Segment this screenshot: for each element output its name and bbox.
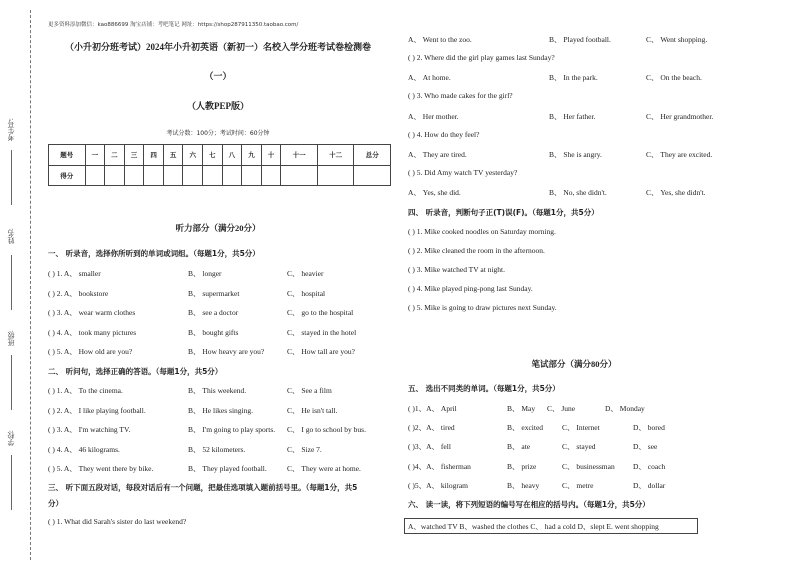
score-cell[interactable] bbox=[354, 165, 391, 186]
s1-q2-c: C、 hospital bbox=[287, 289, 326, 298]
s2-q2-b: B、 He likes singing. bbox=[188, 406, 253, 415]
score-table bbox=[48, 144, 391, 186]
score-info: 考试分数：100分；考试时间：60分钟 bbox=[166, 130, 270, 137]
exam-edition: （人教PEP版） bbox=[187, 101, 249, 111]
score-cell[interactable] bbox=[242, 165, 262, 186]
binding-line bbox=[30, 10, 31, 560]
s5-q5: ( )5、A、 kilogram bbox=[408, 481, 468, 490]
s3-q4-b: B、 She is angry. bbox=[549, 150, 602, 159]
section-6-title: 六、 读一读，将下列短语的编号写在相应的括号内。（每题1分，共5分） bbox=[408, 500, 650, 509]
s1-q5: ( ) 5. A、 How old are you? bbox=[48, 347, 133, 356]
s3-q4-a: A、 They are tired. bbox=[408, 150, 467, 159]
side-label-class: 班级: bbox=[7, 330, 15, 347]
s3-q1-c: C、 Went shopping. bbox=[646, 35, 708, 44]
s4-q2: ( ) 2. Mike cleaned the room in the afternoon. bbox=[408, 246, 545, 255]
s3-q5-b: B、 No, she didn't. bbox=[549, 188, 607, 197]
s3-q1-a: A、 Went to the zoo. bbox=[408, 35, 472, 44]
score-header-cell: 二 bbox=[105, 145, 125, 166]
s2-q5-b: B、 They played football. bbox=[188, 464, 267, 473]
s5-q2: ( )2、A、 tired bbox=[408, 423, 455, 432]
s1-q4-b: B、 bought gifts bbox=[188, 328, 239, 337]
score-cell[interactable] bbox=[261, 165, 281, 186]
listening-section-title: 听力部分（满分20分） bbox=[175, 223, 261, 233]
s1-q5-c: C、 How tall are you? bbox=[287, 347, 355, 356]
score-header-cell: 总分 bbox=[354, 145, 391, 166]
s3-q3-b: B、 Her father. bbox=[549, 112, 596, 121]
s5-q2-d: D、 bored bbox=[633, 423, 665, 432]
s1-q5-b: B、 How heavy are you? bbox=[188, 347, 265, 356]
s1-q1: ( ) 1. A、 smaller bbox=[48, 269, 101, 278]
s3-q1: ( ) 1. What did Sarah's sister do last weekend? bbox=[48, 517, 187, 526]
s5-q4-c: C、 businessman bbox=[562, 462, 615, 471]
writing-section-title: 笔试部分（满分80分） bbox=[531, 359, 617, 369]
score-header-cell: 八 bbox=[222, 145, 242, 166]
side-blank-1 bbox=[11, 150, 12, 205]
score-header-cell: 三 bbox=[124, 145, 144, 166]
s5-q2-c: C、 Internet bbox=[562, 423, 600, 432]
s1-q3: ( ) 3. A、 wear warm clothes bbox=[48, 308, 136, 317]
score-header-cell: 十 bbox=[261, 145, 281, 166]
s2-q1-b: B、 This weekend. bbox=[188, 386, 247, 395]
s4-q1: ( ) 1. Mike cooked noodles on Saturday morning. bbox=[408, 227, 556, 236]
s2-q5: ( ) 5. A、 They went there by bike. bbox=[48, 464, 154, 473]
s5-q4: ( )4、A、 fisherman bbox=[408, 462, 471, 471]
s3-q5-a: A、 Yes, she did. bbox=[408, 188, 461, 197]
score-cell[interactable] bbox=[317, 165, 354, 186]
s2-q3-c: C、 I go to school by bus. bbox=[287, 425, 366, 434]
side-blank-3 bbox=[11, 355, 12, 410]
side-label-name: 姓名: bbox=[7, 228, 15, 245]
s5-q3: ( )3、A、 fell bbox=[408, 442, 451, 451]
s5-q1-c: C、 June bbox=[547, 404, 576, 413]
s5-q3-c: C、 stayed bbox=[562, 442, 596, 451]
s3-q5: ( ) 5. Did Amy watch TV yesterday? bbox=[408, 168, 518, 177]
side-blank-4 bbox=[11, 455, 12, 510]
score-header-cell: 五 bbox=[163, 145, 183, 166]
s3-q1-b: B、 Played football. bbox=[549, 35, 611, 44]
s5-q5-b: B、 heavy bbox=[507, 481, 540, 490]
s5-q3-b: B、 ate bbox=[507, 442, 531, 451]
s3-q2-c: C、 On the beach. bbox=[646, 73, 702, 82]
score-header-cell: 十一 bbox=[281, 145, 318, 166]
side-label-school: 学校: bbox=[7, 430, 15, 447]
s2-q2-c: C、 He isn't tall. bbox=[287, 406, 338, 415]
s5-q4-d: D、 coach bbox=[633, 462, 666, 471]
s3-q4: ( ) 4. How do they feel? bbox=[408, 130, 480, 139]
score-header-cell: 七 bbox=[203, 145, 223, 166]
s1-q3-b: B、 see a doctor bbox=[188, 308, 239, 317]
s3-q4-c: C、 They are excited. bbox=[646, 150, 713, 159]
header-note: 更多资料添加微信：kao886699 淘宝店铺：考吧笔记 网址：https://shop287911350.taobao.com/ bbox=[48, 22, 299, 28]
s3-q2-b: B、 In the park. bbox=[549, 73, 598, 82]
s3-q2: ( ) 2. Where did the girl play games last Sunday? bbox=[408, 53, 555, 62]
score-cell[interactable] bbox=[85, 165, 105, 186]
score-cell[interactable] bbox=[183, 165, 203, 186]
s3-q3: ( ) 3. Who made cakes for the girl? bbox=[408, 91, 513, 100]
score-cell[interactable] bbox=[144, 165, 164, 186]
section-5-title: 五、 选出不同类的单词。（每题1分，共5分） bbox=[408, 384, 560, 393]
score-header-cell: 一 bbox=[85, 145, 105, 166]
s4-q5: ( ) 5. Mike is going to draw pictures next Sunday. bbox=[408, 303, 557, 312]
score-row-label: 得分 bbox=[49, 165, 86, 186]
score-cell[interactable] bbox=[124, 165, 144, 186]
score-header-cell: 九 bbox=[242, 145, 262, 166]
s2-q2: ( ) 2. A、 I like playing football. bbox=[48, 406, 146, 415]
score-cell[interactable] bbox=[163, 165, 183, 186]
side-blank-2 bbox=[11, 255, 12, 310]
score-header-cell: 六 bbox=[183, 145, 203, 166]
s1-q4-c: C、 stayed in the hotel bbox=[287, 328, 357, 337]
s1-q2-b: B、 supermarket bbox=[188, 289, 240, 298]
s3-q5-c: C、 Yes, she didn't. bbox=[646, 188, 706, 197]
s2-q3: ( ) 3. A、 I'm watching TV. bbox=[48, 425, 131, 434]
score-cell[interactable] bbox=[105, 165, 125, 186]
s2-q5-c: C、 They were at home. bbox=[287, 464, 361, 473]
s2-q3-b: B、 I'm going to play sports. bbox=[188, 425, 276, 434]
s1-q3-c: C、 go to the hospital bbox=[287, 308, 354, 317]
s1-q1-b: B、 longer bbox=[188, 269, 222, 278]
s3-q3-c: C、 Her grandmother. bbox=[646, 112, 714, 121]
exam-title: （小升初分班考试）2024年小升初英语（新初一）名校入学分班考试卷检测卷 bbox=[64, 42, 371, 52]
score-table-header-row bbox=[49, 145, 391, 166]
s5-q1-b: B、 May bbox=[507, 404, 536, 413]
score-cell[interactable] bbox=[203, 165, 223, 186]
side-label-exam-number: 考生号: bbox=[7, 118, 15, 142]
s5-q4-b: B、 prize bbox=[507, 462, 537, 471]
s5-q5-c: C、 metre bbox=[562, 481, 594, 490]
section-2-title: 二、 听问句，选择正确的答语。（每题1分，共5分） bbox=[48, 367, 223, 376]
s4-q3: ( ) 3. Mike watched TV at night. bbox=[408, 265, 505, 274]
s3-q2-a: A、 At home. bbox=[408, 73, 451, 82]
s1-q2: ( ) 2. A、 bookstore bbox=[48, 289, 109, 298]
score-header-cell: 十二 bbox=[317, 145, 354, 166]
exam-title-number: （一） bbox=[204, 71, 232, 81]
section-3-title: 三、 听下面五段对话，每段对话后有一个问题，把最佳选项填入题前括号里。（每题1分，共5 bbox=[48, 483, 358, 492]
s5-q2-b: B、 excited bbox=[507, 423, 544, 432]
s5-q1: ( )1、A、 April bbox=[408, 404, 457, 413]
section-1-title: 一、 听录音，选择你所听到的单词或词组。（每题1分，共5分） bbox=[48, 249, 260, 258]
s5-q3-d: D、 see bbox=[633, 442, 658, 451]
s2-q4-c: C、 Size 7. bbox=[287, 445, 322, 454]
s4-q4: ( ) 4. Mike played ping-pong last Sunday. bbox=[408, 284, 533, 293]
s1-q4: ( ) 4. A、 took many pictures bbox=[48, 328, 137, 337]
s2-q1-c: C、 See a film bbox=[287, 386, 332, 395]
s5-q5-d: D、 dollar bbox=[633, 481, 666, 490]
phrase-box bbox=[404, 518, 698, 534]
score-table-score-row bbox=[49, 165, 391, 186]
s2-q4: ( ) 4. A、 46 kilograms. bbox=[48, 445, 120, 454]
s3-q3-a: A、 Her mother. bbox=[408, 112, 459, 121]
score-header-cell: 题号 bbox=[49, 145, 86, 166]
s2-q4-b: B、 52 kilometers. bbox=[188, 445, 246, 454]
section-4-title: 四、 听录音，判断句子正(T)误(F)。（每题1分，共5分） bbox=[408, 208, 599, 217]
s5-q1-d: D、 Monday bbox=[605, 404, 645, 413]
s1-q1-c: C、 heavier bbox=[287, 269, 324, 278]
score-cell[interactable] bbox=[222, 165, 242, 186]
s2-q1: ( ) 1. A、 To the cinema. bbox=[48, 386, 123, 395]
score-header-cell: 四 bbox=[144, 145, 164, 166]
section-3-title-cont: 分） bbox=[48, 499, 63, 508]
phrase-box-text: A、watched TV B、washed the clothes C、 had a cold D、slept E. went shopping bbox=[408, 522, 659, 531]
score-cell[interactable] bbox=[281, 165, 318, 186]
